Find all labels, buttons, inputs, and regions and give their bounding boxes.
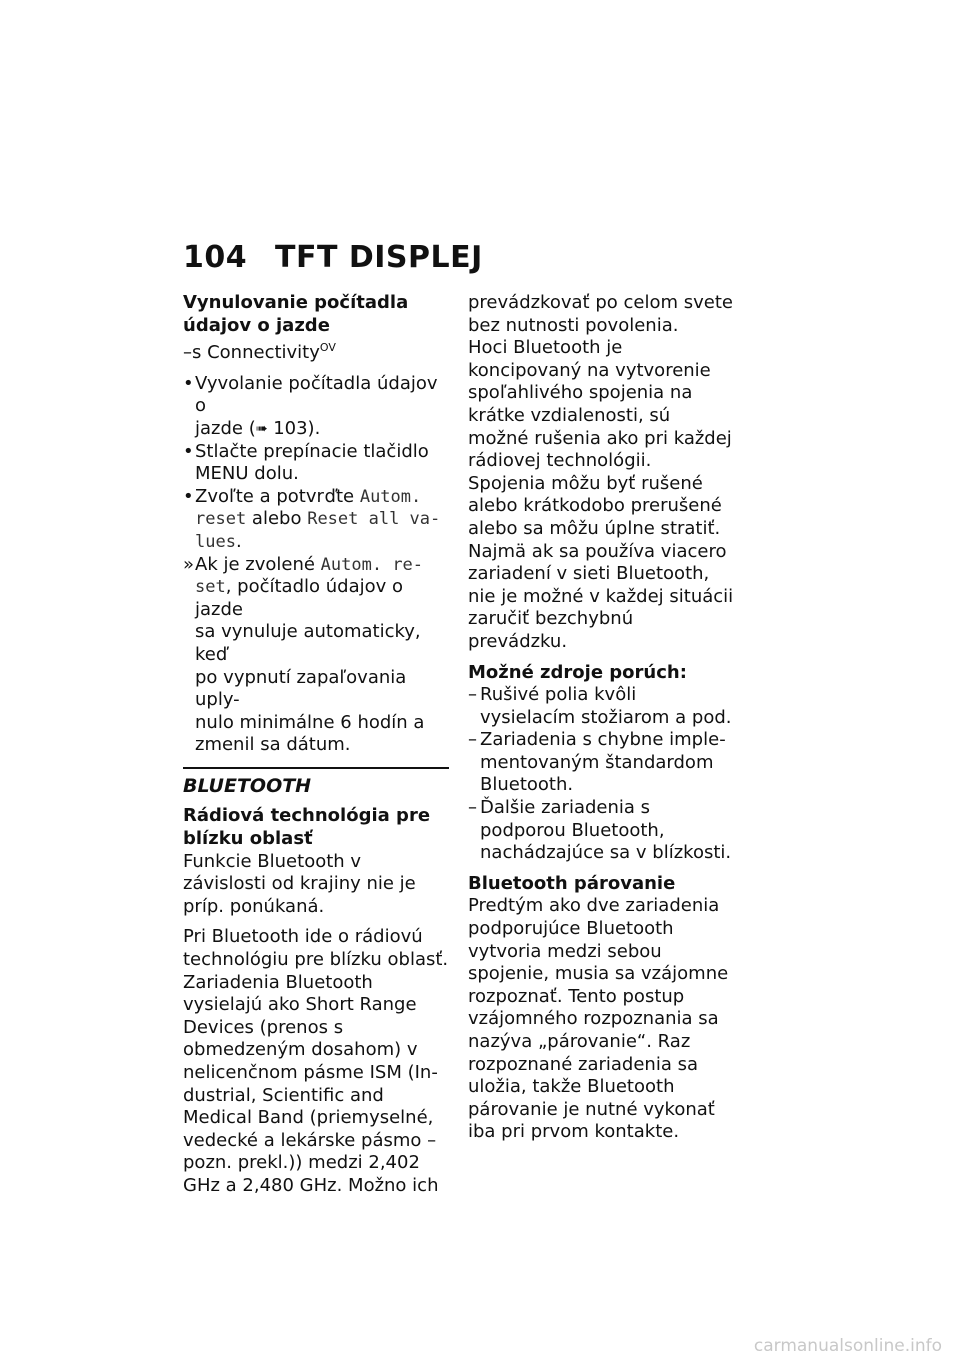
watermark: carmanualsonline.info [753, 1336, 942, 1356]
dash-icon: – [468, 684, 477, 706]
list-item: – Zariadenia s chybne implementovaným štandardom Bluetooth. [468, 729, 726, 796]
section-title: BLUETOOTH [183, 774, 312, 797]
result-arrow-icon: » [183, 553, 195, 575]
dash-icon: – [468, 729, 477, 751]
option-superscript: OV [319, 341, 336, 355]
bullet-icon: • [183, 485, 194, 507]
interference-paragraph: Hoci Bluetooth je koncipovaný na vytvorenie spoľahlivého spojenia na krátke vzdialenosti, sú možné rušenia ako pri každej rádiovej technológii. Spojenia môžu byť rušené alebo krátkodobo prerušené alebo sa môžu úplne stratiť. Najmä ak sa používa viacero zariadení v sieti Bluetooth, nie je možné v každej situácii zaručiť bezchybnú prevádzku. [468, 337, 734, 652]
page-ref-arrow-icon: ➠ [255, 420, 268, 437]
radio-paragraph-2: Pri Bluetooth ide o rádiovú technológiu pre blízku oblasť. Zariadenia Bluetooth vysielajú ako Short Range Devices (prenos s obmedzeným dosahom) v nelicenčnom pásme ISM (Industrial, Scientific and Medical Band (priemyselné, vedecké a lekárske pásmo – pozn. prekl.)) medzi 2,402 GHz a 2,480 GHz. Možno ich [183, 926, 449, 1196]
connectivity-note: –s Connectivity$^{OV}$ [183, 341, 336, 364]
reset-heading: Vynulovanie počítadla údajov o jazde [183, 292, 409, 336]
page-header [183, 240, 483, 275]
section-divider [183, 767, 449, 769]
pairing-paragraph: Predtým ako dve zariadenia podporujúce Bluetooth vytvoria medzi sebou spojenie, musia sa vzájomne rozpoznať. Tento postup vzájomného rozpoznania sa nazýva „párovanie“. Raz rozpoznané zariadenia sa uložia, takže Bluetooth párovanie je nutné vykonať iba pri prvom kontakte. [468, 895, 729, 1143]
page-number: 104 [183, 240, 248, 275]
bullet-icon: • [183, 440, 194, 462]
right-column [468, 292, 734, 1144]
chapter-title: TFT DISPLEJ [275, 240, 483, 275]
step-1: • Vyvolanie počítadla údajov o jazde (➠ 103). [183, 372, 438, 439]
sources-heading: Možné zdroje porúch: [468, 661, 687, 683]
page-ref: 103). [273, 417, 321, 439]
radio-paragraph-1: Funkcie Bluetooth v závislosti od krajiny nie je príp. ponúkaná. [183, 850, 416, 917]
dash-icon: – [468, 797, 477, 819]
radio-heading: Rádiová technológia pre blízku oblasť [183, 805, 431, 850]
bullet-icon: • [183, 372, 194, 394]
step-3: • Zvoľte a potvrďte Autom. reset alebo Reset all va- lues. [183, 485, 441, 552]
pairing-heading: Bluetooth párovanie [468, 872, 676, 894]
list-item: – Ďalšie zariadenia s podporou Bluetooth, nachádzajúce sa v blízkosti. [468, 797, 732, 864]
continued-paragraph: prevádzkovať po celom svete bez nutnosti povolenia. [468, 292, 733, 336]
list-item: – Rušivé polia kvôli vysielacím stožiarom a pod. [468, 684, 732, 728]
left-column [183, 292, 449, 1198]
result-note: » Ak je zvolené Autom. re- set, počítadlo údajov o jazde sa vynuluje automaticky, keď po vypnutí zapaľovania uply- nulo minimálne 6 hodín a zmenil sa dátum. [183, 553, 425, 756]
step-2: • Stlačte prepínacie tlačidlo MENU dolu. [183, 440, 429, 485]
